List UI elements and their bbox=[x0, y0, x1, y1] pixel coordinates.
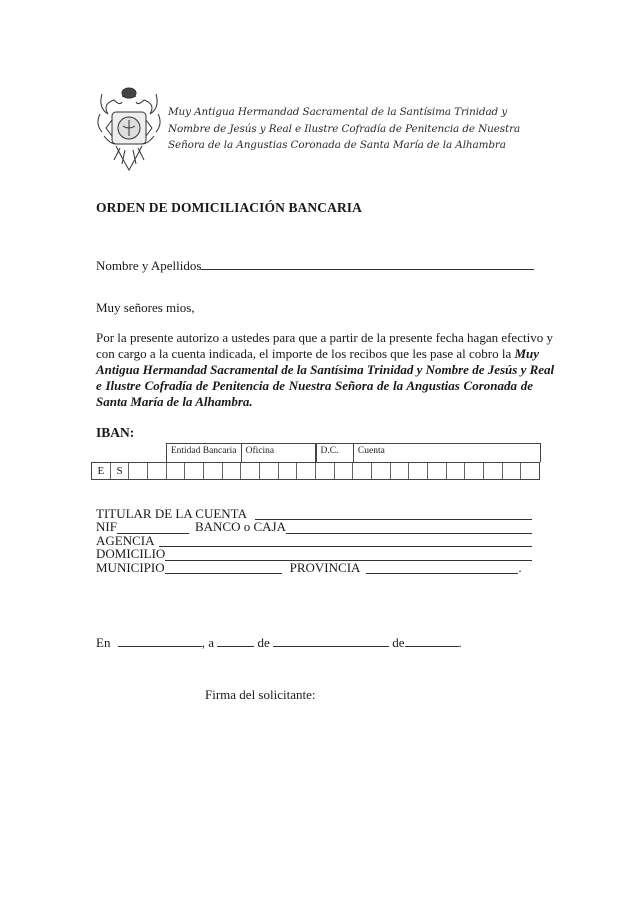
iban-digit-cell[interactable] bbox=[241, 463, 260, 479]
day-input[interactable] bbox=[217, 635, 254, 647]
iban-digit-cell[interactable] bbox=[409, 463, 428, 479]
iban-digit-cell[interactable] bbox=[129, 463, 148, 479]
salutation: Muy señores mios, bbox=[96, 300, 195, 315]
iban-digit-cell[interactable] bbox=[316, 463, 335, 479]
nif-input[interactable] bbox=[117, 522, 189, 534]
iban-digit-cell[interactable] bbox=[297, 463, 316, 479]
province-label: PROVINCIA bbox=[289, 559, 361, 575]
iban-group-header: D.C. bbox=[316, 443, 354, 462]
coat-of-arms-icon bbox=[92, 84, 166, 174]
iban-table bbox=[91, 443, 540, 480]
year-input[interactable] bbox=[405, 635, 459, 647]
iban-label: IBAN: bbox=[96, 425, 135, 440]
iban-digit-cell[interactable] bbox=[447, 463, 466, 479]
nif-bank-row bbox=[96, 520, 532, 533]
organization-name bbox=[168, 104, 521, 154]
date-line bbox=[96, 635, 462, 651]
iban-digit-cell[interactable] bbox=[223, 463, 242, 479]
organization-reference-line: Santa María de la Alhambra. bbox=[96, 394, 253, 409]
organization-reference: Muy bbox=[514, 346, 540, 361]
titular-label: TITULAR DE LA CUENTA bbox=[96, 506, 247, 521]
iban-digit-cell[interactable] bbox=[391, 463, 410, 479]
iban-group-header: Cuenta bbox=[353, 443, 541, 462]
iban-digit-cell[interactable] bbox=[521, 463, 539, 479]
document-title: ORDEN DE DOMICILIACIÓN BANCARIA bbox=[96, 200, 362, 215]
address-row bbox=[96, 547, 532, 560]
address-label: DOMICILIO bbox=[96, 546, 166, 562]
iban-group-header: Oficina bbox=[241, 443, 317, 462]
iban-digit-cell[interactable] bbox=[503, 463, 522, 479]
period: . bbox=[518, 559, 522, 575]
iban-digit-cell[interactable] bbox=[148, 463, 167, 479]
paragraph-line bbox=[96, 346, 540, 362]
titular-input[interactable] bbox=[255, 508, 532, 520]
iban-group-header: Entidad Bancaria bbox=[166, 443, 242, 462]
iban-digit-cell[interactable] bbox=[279, 463, 298, 479]
iban-cells-row bbox=[91, 462, 540, 480]
iban-digit-cell[interactable]: S bbox=[111, 463, 130, 479]
iban-digit-cell[interactable] bbox=[465, 463, 484, 479]
year-label: de bbox=[392, 635, 405, 650]
signature-label: Firma del solicitante: bbox=[205, 687, 316, 702]
agency-input[interactable] bbox=[159, 535, 533, 547]
place-input[interactable] bbox=[118, 635, 202, 647]
province-input[interactable] bbox=[366, 562, 518, 574]
name-field-label: Nombre y Apellidos bbox=[96, 258, 202, 273]
titular-row bbox=[96, 507, 532, 520]
agency-row bbox=[96, 534, 532, 547]
name-field-row bbox=[96, 258, 534, 274]
organization-name-line: Señora de la Angustias Coronada de Santa María de la Alhambra bbox=[168, 139, 506, 151]
place-label: En bbox=[96, 635, 111, 650]
iban-digit-cell[interactable] bbox=[335, 463, 354, 479]
iban-digit-cell[interactable] bbox=[260, 463, 279, 479]
iban-digit-cell[interactable] bbox=[167, 463, 186, 479]
municipality-input[interactable] bbox=[165, 562, 282, 574]
iban-digit-cell[interactable] bbox=[185, 463, 204, 479]
period: . bbox=[458, 635, 462, 650]
iban-digit-cell[interactable] bbox=[204, 463, 223, 479]
paragraph-line: Por la presente autorizo a ustedes para que a partir de la presente fecha hagan efectivo y bbox=[96, 330, 553, 345]
bank-label: BANCO o CAJA bbox=[194, 519, 286, 535]
account-holder-section bbox=[96, 507, 532, 574]
organization-name-line: Muy Antigua Hermandad Sacramental de la Santísima Trinidad y bbox=[168, 106, 508, 118]
organization-reference-line: Antigua Hermandad Sacramental de la Santísima Trinidad y Nombre de Jesús y Real bbox=[96, 362, 555, 377]
agency-label: AGENCIA bbox=[96, 532, 155, 548]
day-label: , a bbox=[201, 635, 214, 650]
iban-digit-cell[interactable]: E bbox=[92, 463, 111, 479]
address-input[interactable] bbox=[165, 549, 532, 561]
iban-digit-cell[interactable] bbox=[372, 463, 391, 479]
nif-label: NIF bbox=[96, 519, 117, 535]
organization-name-line: Nombre de Jesús y Real e Ilustre Cofradía de Penitencia de Nuestra bbox=[168, 122, 521, 135]
iban-digit-cell[interactable] bbox=[428, 463, 447, 479]
name-field-input[interactable] bbox=[201, 258, 534, 270]
month-input[interactable] bbox=[273, 635, 389, 647]
municipality-label: MUNICIPIO bbox=[96, 559, 165, 575]
iban-digit-cell[interactable] bbox=[484, 463, 503, 479]
authorization-paragraph bbox=[96, 330, 555, 410]
iban-digit-cell[interactable] bbox=[353, 463, 372, 479]
organization-reference-line: e Ilustre Cofradía de Penitencia de Nuestra Señora de la Angustias Coronada de bbox=[96, 378, 533, 393]
paragraph-text: con cargo a la cuenta indicada, el importe de los recibos que les pase al cobro la bbox=[96, 346, 515, 361]
bank-input[interactable] bbox=[286, 522, 532, 534]
month-label: de bbox=[257, 635, 270, 650]
municipality-province-row bbox=[96, 561, 532, 574]
